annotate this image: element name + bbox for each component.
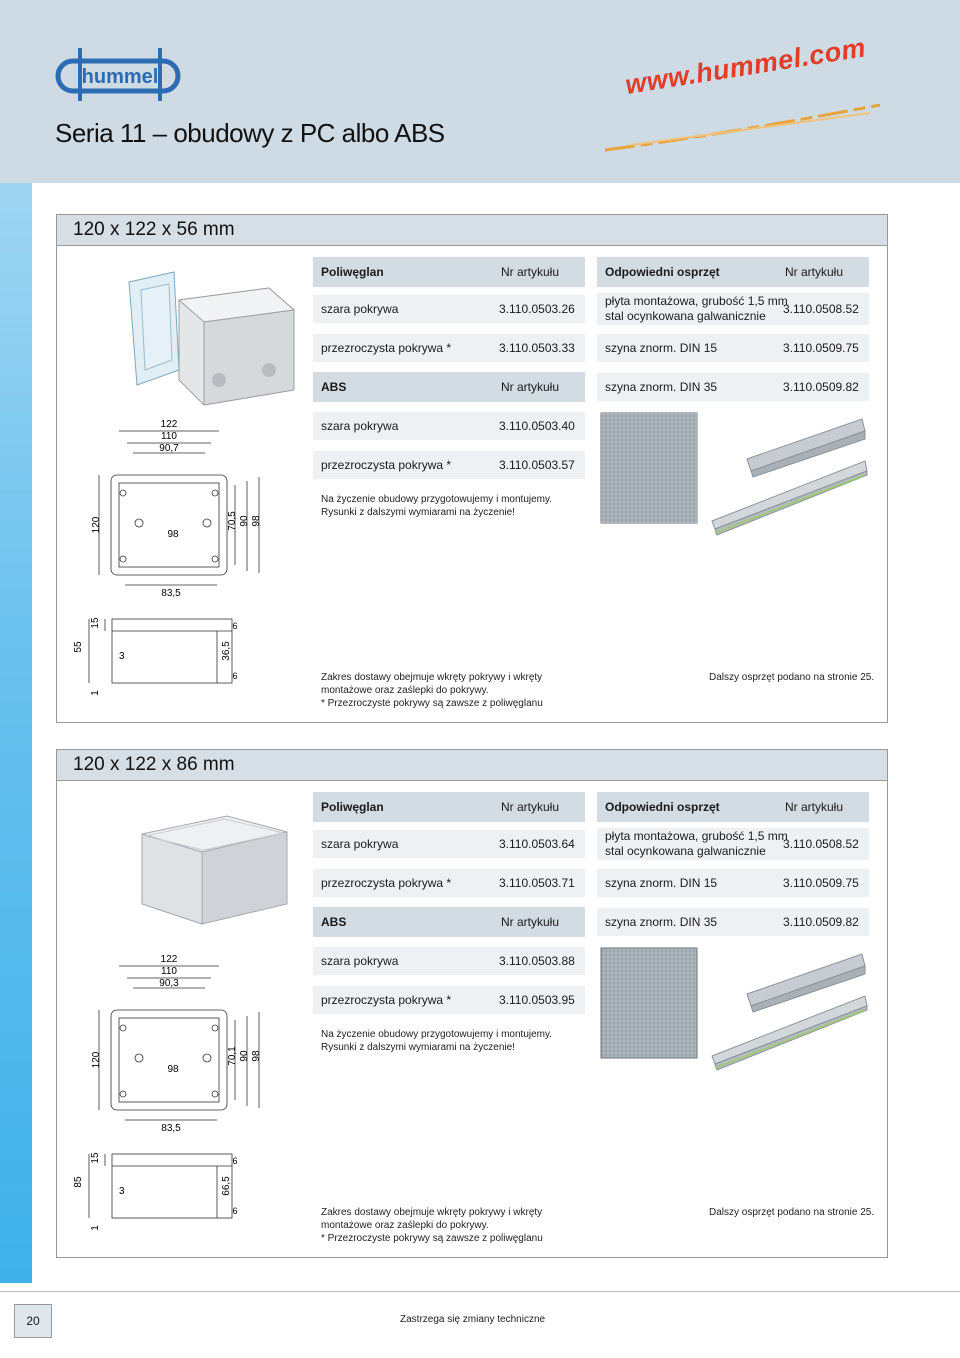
svg-text:15: 15 [90, 1152, 101, 1164]
abs-header-name: ABS [321, 380, 347, 394]
accessory-header-name: Odpowiedni osprzęt [605, 800, 720, 814]
abs-header-name: ABS [321, 915, 347, 929]
note-delivery: Zakres dostawy obejmuje wkręty pokrywy i wkręty montażowe oraz zaślepki do pokrywy. * Przezroczyste pokrywy są zawsze z poliwęglanu [321, 672, 543, 709]
svg-text:1: 1 [90, 690, 101, 696]
svg-text:3: 3 [119, 651, 125, 662]
accessory-header-name: Odpowiedni osprzęt [605, 265, 720, 279]
table-row: płyta montażowa, grubość 1,5 mm stal ocynkowana galwanicznie 3.110.0508.52 [597, 293, 869, 325]
note-prepare: Na życzenie obudowy przygotowujemy i montujemy. Rysunki z dalszymi wymiarami na życzenie! [321, 494, 553, 518]
table-row: szyna znorm. DIN 35 3.110.0509.82 [597, 373, 869, 401]
table-row: przezroczysta pokrywa * 3.110.0503.71 [313, 869, 585, 897]
abs-header-nr: Nr artykułu [501, 915, 560, 929]
svg-text:6: 6 [232, 671, 238, 681]
svg-text:83,5: 83,5 [161, 588, 181, 598]
table-row: szyna znorm. DIN 15 3.110.0509.75 [597, 869, 869, 897]
page-title: Seria 11 – obudowy z PC albo ABS [55, 118, 445, 148]
accessory-header-nr: Nr artykułu [785, 265, 844, 279]
note-more-accessories: Dalszy osprzęt podano na stronie 25. [709, 672, 875, 683]
abs-table-header [313, 372, 585, 402]
table-row: płyta montażowa, grubość 1,5 mm stal ocynkowana galwanicznie 3.110.0508.52 [597, 828, 869, 860]
svg-text:6: 6 [232, 1156, 238, 1166]
table-row: szara pokrywa 3.110.0503.26 [313, 295, 585, 323]
product-section-56mm [56, 214, 888, 723]
section-title: 120 x 122 x 86 mm [57, 750, 887, 781]
enclosure-photo-gray-lid [137, 812, 297, 927]
note-prepare: Na życzenie obudowy przygotowujemy i montujemy. Rysunki z dalszymi wymiarami na życzenie! [321, 1029, 553, 1053]
mounting-plate-and-din-rail-photo [597, 411, 869, 541]
table-row: szyna znorm. DIN 35 3.110.0509.82 [597, 908, 869, 936]
mounting-plate-and-din-rail-photo [597, 946, 869, 1076]
svg-text:6: 6 [232, 621, 238, 631]
pc-header-nr: Nr artykułu [501, 265, 560, 279]
technical-drawing-side-view [67, 1146, 242, 1246]
svg-text:55: 55 [73, 641, 84, 653]
svg-text:70,1: 70,1 [227, 1046, 238, 1066]
technical-drawing-top-view [67, 413, 317, 598]
enclosure-photo-transparent-lid [119, 270, 299, 410]
abs-header-nr: Nr artykułu [501, 380, 560, 394]
pc-table-header [313, 257, 585, 287]
table-row: przezroczysta pokrywa * 3.110.0503.95 [313, 986, 585, 1014]
svg-text:98: 98 [167, 529, 179, 540]
svg-text:122: 122 [160, 419, 178, 430]
svg-text:36,5: 36,5 [221, 641, 232, 661]
side-bar-decoration [0, 183, 32, 1283]
pc-header-nr: Nr artykułu [501, 800, 560, 814]
table-row: przezroczysta pokrywa * 3.110.0503.57 [313, 451, 585, 479]
svg-text:122: 122 [160, 954, 178, 965]
svg-text:15: 15 [90, 617, 101, 629]
svg-text:98: 98 [251, 1050, 262, 1062]
svg-text:90,3: 90,3 [159, 978, 179, 989]
hummel-logo [55, 45, 185, 103]
svg-text:120: 120 [91, 1051, 102, 1069]
pc-table-header [313, 792, 585, 822]
page-number: 20 [14, 1304, 52, 1338]
pc-header-name: Poliwęglan [321, 800, 384, 814]
note-delivery: Zakres dostawy obejmuje wkręty pokrywy i wkręty montażowe oraz zaślepki do pokrywy. * Przezroczyste pokrywy są zawsze z poliwęglanu [321, 1207, 543, 1244]
footer-divider [0, 1291, 960, 1292]
svg-text:90: 90 [239, 515, 250, 527]
svg-text:1: 1 [90, 1225, 101, 1231]
url-swoosh [600, 95, 890, 155]
svg-text:3: 3 [119, 1186, 125, 1197]
product-section-86mm [56, 749, 888, 1258]
website-link[interactable]: www.hummel.com [623, 32, 868, 101]
abs-table-header [313, 907, 585, 937]
svg-text:110: 110 [161, 966, 177, 977]
svg-text:120: 120 [91, 516, 102, 534]
accessory-table-header [597, 792, 869, 822]
svg-text:85: 85 [73, 1176, 84, 1188]
svg-text:hummel: hummel [81, 66, 159, 88]
accessory-header-nr: Nr artykułu [785, 800, 844, 814]
table-row: szara pokrywa 3.110.0503.88 [313, 947, 585, 975]
table-row: szyna znorm. DIN 15 3.110.0509.75 [597, 334, 869, 362]
note-more-accessories: Dalszy osprzęt podano na stronie 25. [709, 1207, 875, 1218]
svg-text:6: 6 [232, 1206, 238, 1216]
table-row: przezroczysta pokrywa * 3.110.0503.33 [313, 334, 585, 362]
accessory-table-header [597, 257, 869, 287]
footer-disclaimer: Zastrzega się zmiany techniczne [400, 1314, 546, 1325]
svg-text:90: 90 [239, 1050, 250, 1062]
svg-text:110: 110 [161, 431, 177, 442]
svg-text:66,5: 66,5 [221, 1176, 232, 1196]
table-row: szara pokrywa 3.110.0503.64 [313, 830, 585, 858]
table-row: szara pokrywa 3.110.0503.40 [313, 412, 585, 440]
svg-text:70,5: 70,5 [227, 511, 238, 531]
svg-text:90,7: 90,7 [159, 443, 179, 454]
section-title: 120 x 122 x 56 mm [57, 215, 887, 246]
svg-text:83,5: 83,5 [161, 1123, 181, 1133]
technical-drawing-side-view [67, 611, 242, 711]
pc-header-name: Poliwęglan [321, 265, 384, 279]
svg-text:98: 98 [251, 515, 262, 527]
svg-text:98: 98 [167, 1064, 179, 1075]
technical-drawing-top-view [67, 948, 317, 1133]
